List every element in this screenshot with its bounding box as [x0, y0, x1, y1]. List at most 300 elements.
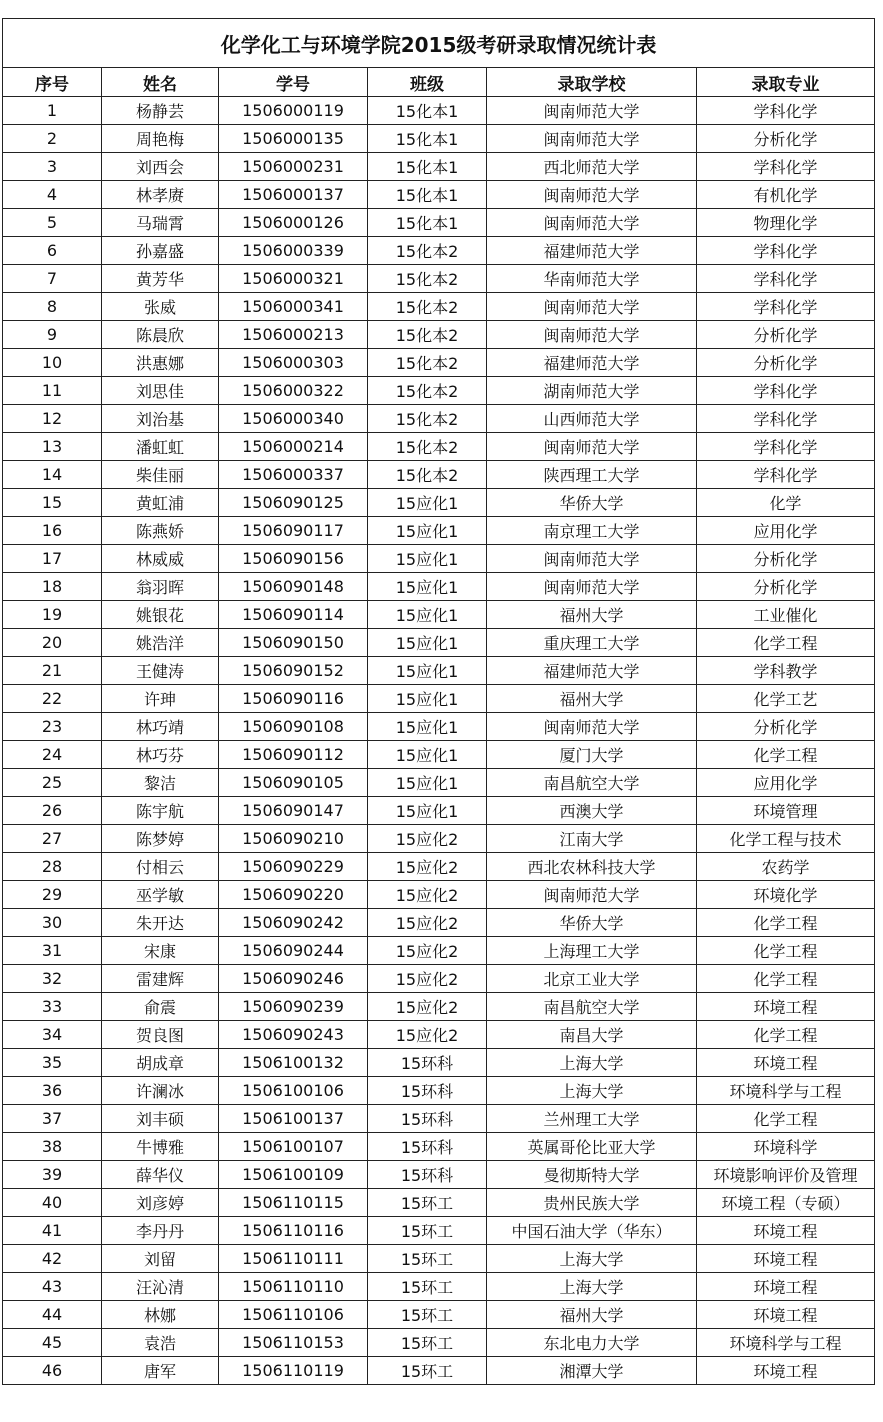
- cell-name: 唐军: [102, 1357, 219, 1385]
- cell-name: 周艳梅: [102, 125, 219, 153]
- cell-index: 1: [3, 97, 102, 125]
- cell-index: 37: [3, 1105, 102, 1133]
- cell-index: 30: [3, 909, 102, 937]
- cell-student-id: 1506090114: [219, 601, 368, 629]
- table-row: [3, 993, 875, 1021]
- table-row: [3, 769, 875, 797]
- cell-student-id: 1506000341: [219, 293, 368, 321]
- cell-school: 南京理工大学: [487, 517, 697, 545]
- cell-student-id: 1506000213: [219, 321, 368, 349]
- admission-table: [2, 18, 875, 1385]
- cell-index: 11: [3, 377, 102, 405]
- table-row: [3, 1133, 875, 1161]
- cell-class: 15应化2: [368, 993, 487, 1021]
- cell-major: 环境工程: [697, 1301, 875, 1329]
- cell-name: 黄虹浦: [102, 489, 219, 517]
- cell-school: 福州大学: [487, 601, 697, 629]
- cell-student-id: 1506090117: [219, 517, 368, 545]
- cell-class: 15应化1: [368, 489, 487, 517]
- cell-index: 9: [3, 321, 102, 349]
- cell-school: 陕西理工大学: [487, 461, 697, 489]
- cell-major: 有机化学: [697, 181, 875, 209]
- cell-school: 华南师范大学: [487, 265, 697, 293]
- cell-index: 25: [3, 769, 102, 797]
- cell-student-id: 1506110111: [219, 1245, 368, 1273]
- cell-index: 26: [3, 797, 102, 825]
- table-row: [3, 685, 875, 713]
- cell-school: 福州大学: [487, 685, 697, 713]
- cell-class: 15化本2: [368, 349, 487, 377]
- cell-name: 陈宇航: [102, 797, 219, 825]
- cell-index: 7: [3, 265, 102, 293]
- header-student-id: 学号: [219, 68, 368, 97]
- cell-index: 12: [3, 405, 102, 433]
- cell-name: 黎洁: [102, 769, 219, 797]
- cell-major: 学科化学: [697, 237, 875, 265]
- cell-major: 学科化学: [697, 433, 875, 461]
- cell-major: 物理化学: [697, 209, 875, 237]
- cell-student-id: 1506110116: [219, 1217, 368, 1245]
- cell-name: 姚银花: [102, 601, 219, 629]
- table-row: [3, 461, 875, 489]
- cell-name: 林巧芬: [102, 741, 219, 769]
- cell-index: 14: [3, 461, 102, 489]
- table-row: [3, 153, 875, 181]
- cell-class: 15应化2: [368, 937, 487, 965]
- cell-name: 黄芳华: [102, 265, 219, 293]
- cell-class: 15化本1: [368, 209, 487, 237]
- cell-school: 贵州民族大学: [487, 1189, 697, 1217]
- title-row: [3, 19, 875, 68]
- header-major: 录取专业: [697, 68, 875, 97]
- cell-major: 环境工程: [697, 993, 875, 1021]
- cell-student-id: 1506090239: [219, 993, 368, 1021]
- table-row: [3, 965, 875, 993]
- table-row: [3, 125, 875, 153]
- cell-major: 化学工程: [697, 965, 875, 993]
- table-row: [3, 433, 875, 461]
- table-row: [3, 1077, 875, 1105]
- cell-index: 41: [3, 1217, 102, 1245]
- table-row: [3, 237, 875, 265]
- cell-school: 南昌航空大学: [487, 993, 697, 1021]
- cell-index: 45: [3, 1329, 102, 1357]
- cell-class: 15环工: [368, 1357, 487, 1385]
- cell-student-id: 1506090210: [219, 825, 368, 853]
- cell-name: 潘虹虹: [102, 433, 219, 461]
- table-row: [3, 349, 875, 377]
- cell-major: 农药学: [697, 853, 875, 881]
- cell-name: 林巧靖: [102, 713, 219, 741]
- cell-class: 15化本1: [368, 97, 487, 125]
- cell-school: 上海大学: [487, 1273, 697, 1301]
- cell-major: 环境工程: [697, 1357, 875, 1385]
- cell-school: 闽南师范大学: [487, 97, 697, 125]
- cell-name: 李丹丹: [102, 1217, 219, 1245]
- table-row: [3, 713, 875, 741]
- cell-class: 15化本2: [368, 237, 487, 265]
- cell-name: 刘西会: [102, 153, 219, 181]
- cell-name: 雷建辉: [102, 965, 219, 993]
- cell-index: 34: [3, 1021, 102, 1049]
- cell-student-id: 1506090220: [219, 881, 368, 909]
- cell-student-id: 1506000231: [219, 153, 368, 181]
- cell-major: 学科化学: [697, 293, 875, 321]
- table-row: [3, 629, 875, 657]
- cell-major: 环境科学: [697, 1133, 875, 1161]
- cell-class: 15应化1: [368, 601, 487, 629]
- cell-student-id: 1506110153: [219, 1329, 368, 1357]
- cell-name: 宋康: [102, 937, 219, 965]
- cell-index: 43: [3, 1273, 102, 1301]
- cell-major: 分析化学: [697, 125, 875, 153]
- table-row: [3, 377, 875, 405]
- cell-school: 西北师范大学: [487, 153, 697, 181]
- cell-school: 闽南师范大学: [487, 713, 697, 741]
- cell-class: 15化本2: [368, 377, 487, 405]
- cell-student-id: 1506090147: [219, 797, 368, 825]
- cell-name: 刘思佳: [102, 377, 219, 405]
- cell-class: 15应化1: [368, 629, 487, 657]
- cell-school: 福建师范大学: [487, 349, 697, 377]
- cell-school: 闽南师范大学: [487, 881, 697, 909]
- cell-name: 林威威: [102, 545, 219, 573]
- cell-school: 北京工业大学: [487, 965, 697, 993]
- table-row: [3, 489, 875, 517]
- cell-major: 化学工程: [697, 741, 875, 769]
- cell-name: 陈晨欣: [102, 321, 219, 349]
- cell-class: 15应化2: [368, 1021, 487, 1049]
- cell-index: 20: [3, 629, 102, 657]
- cell-student-id: 1506000322: [219, 377, 368, 405]
- cell-class: 15化本2: [368, 293, 487, 321]
- cell-index: 29: [3, 881, 102, 909]
- table-row: [3, 1357, 875, 1385]
- cell-school: 闽南师范大学: [487, 293, 697, 321]
- cell-major: 分析化学: [697, 545, 875, 573]
- table-row: [3, 1301, 875, 1329]
- cell-school: 华侨大学: [487, 909, 697, 937]
- table-row: [3, 1245, 875, 1273]
- cell-student-id: 1506090244: [219, 937, 368, 965]
- cell-name: 张威: [102, 293, 219, 321]
- cell-class: 15环工: [368, 1329, 487, 1357]
- cell-class: 15环工: [368, 1301, 487, 1329]
- cell-student-id: 1506000119: [219, 97, 368, 125]
- table-row: [3, 1049, 875, 1077]
- cell-index: 46: [3, 1357, 102, 1385]
- cell-school: 山西师范大学: [487, 405, 697, 433]
- cell-school: 南昌大学: [487, 1021, 697, 1049]
- cell-major: 分析化学: [697, 573, 875, 601]
- cell-class: 15应化1: [368, 657, 487, 685]
- cell-name: 陈燕娇: [102, 517, 219, 545]
- cell-school: 西北农林科技大学: [487, 853, 697, 881]
- cell-class: 15应化2: [368, 909, 487, 937]
- cell-index: 8: [3, 293, 102, 321]
- cell-school: 兰州理工大学: [487, 1105, 697, 1133]
- cell-class: 15化本1: [368, 125, 487, 153]
- cell-class: 15应化1: [368, 741, 487, 769]
- cell-index: 21: [3, 657, 102, 685]
- cell-name: 刘彦婷: [102, 1189, 219, 1217]
- cell-index: 17: [3, 545, 102, 573]
- table-row: [3, 265, 875, 293]
- cell-name: 翁羽晖: [102, 573, 219, 601]
- table-row: [3, 545, 875, 573]
- cell-class: 15应化2: [368, 853, 487, 881]
- table-title: 化学化工与环境学院2015级考研录取情况统计表: [3, 19, 875, 68]
- table-row: [3, 937, 875, 965]
- cell-school: 福建师范大学: [487, 657, 697, 685]
- cell-class: 15应化2: [368, 825, 487, 853]
- table-row: [3, 741, 875, 769]
- cell-name: 许珅: [102, 685, 219, 713]
- cell-major: 化学工程: [697, 629, 875, 657]
- cell-major: 环境科学与工程: [697, 1077, 875, 1105]
- cell-major: 分析化学: [697, 321, 875, 349]
- cell-index: 18: [3, 573, 102, 601]
- cell-student-id: 1506090148: [219, 573, 368, 601]
- cell-class: 15环科: [368, 1049, 487, 1077]
- cell-name: 孙嘉盛: [102, 237, 219, 265]
- cell-school: 闽南师范大学: [487, 321, 697, 349]
- table-row: [3, 1273, 875, 1301]
- cell-student-id: 1506110119: [219, 1357, 368, 1385]
- cell-class: 15应化2: [368, 881, 487, 909]
- cell-index: 10: [3, 349, 102, 377]
- cell-student-id: 1506000321: [219, 265, 368, 293]
- cell-class: 15化本1: [368, 181, 487, 209]
- cell-name: 林娜: [102, 1301, 219, 1329]
- cell-index: 42: [3, 1245, 102, 1273]
- cell-student-id: 1506100132: [219, 1049, 368, 1077]
- cell-major: 环境工程（专硕）: [697, 1189, 875, 1217]
- cell-index: 35: [3, 1049, 102, 1077]
- cell-student-id: 1506000126: [219, 209, 368, 237]
- cell-student-id: 1506110106: [219, 1301, 368, 1329]
- cell-name: 胡成章: [102, 1049, 219, 1077]
- cell-index: 19: [3, 601, 102, 629]
- cell-major: 化学: [697, 489, 875, 517]
- cell-name: 贺良图: [102, 1021, 219, 1049]
- cell-student-id: 1506090242: [219, 909, 368, 937]
- cell-student-id: 1506100107: [219, 1133, 368, 1161]
- cell-student-id: 1506000339: [219, 237, 368, 265]
- cell-major: 学科化学: [697, 153, 875, 181]
- cell-index: 22: [3, 685, 102, 713]
- cell-index: 27: [3, 825, 102, 853]
- cell-student-id: 1506110110: [219, 1273, 368, 1301]
- cell-index: 44: [3, 1301, 102, 1329]
- cell-name: 刘治基: [102, 405, 219, 433]
- cell-class: 15化本2: [368, 433, 487, 461]
- cell-name: 袁浩: [102, 1329, 219, 1357]
- cell-class: 15化本2: [368, 321, 487, 349]
- cell-major: 分析化学: [697, 713, 875, 741]
- cell-school: 华侨大学: [487, 489, 697, 517]
- cell-class: 15应化1: [368, 769, 487, 797]
- cell-student-id: 1506090246: [219, 965, 368, 993]
- cell-class: 15环科: [368, 1105, 487, 1133]
- table-row: [3, 405, 875, 433]
- cell-student-id: 1506000303: [219, 349, 368, 377]
- cell-major: 学科化学: [697, 405, 875, 433]
- cell-index: 2: [3, 125, 102, 153]
- cell-index: 6: [3, 237, 102, 265]
- cell-class: 15环工: [368, 1217, 487, 1245]
- cell-class: 15应化2: [368, 965, 487, 993]
- cell-index: 16: [3, 517, 102, 545]
- cell-major: 学科化学: [697, 377, 875, 405]
- cell-school: 闽南师范大学: [487, 209, 697, 237]
- cell-index: 13: [3, 433, 102, 461]
- cell-school: 闽南师范大学: [487, 181, 697, 209]
- cell-school: 闽南师范大学: [487, 125, 697, 153]
- cell-name: 杨静芸: [102, 97, 219, 125]
- cell-class: 15化本2: [368, 405, 487, 433]
- table-row: [3, 601, 875, 629]
- cell-major: 化学工程: [697, 1105, 875, 1133]
- cell-name: 牛博雅: [102, 1133, 219, 1161]
- cell-student-id: 1506110115: [219, 1189, 368, 1217]
- cell-name: 柴佳丽: [102, 461, 219, 489]
- cell-school: 曼彻斯特大学: [487, 1161, 697, 1189]
- cell-major: 环境影响评价及管理: [697, 1161, 875, 1189]
- cell-major: 工业催化: [697, 601, 875, 629]
- cell-name: 马瑞霄: [102, 209, 219, 237]
- cell-major: 环境管理: [697, 797, 875, 825]
- table-row: [3, 181, 875, 209]
- cell-index: 15: [3, 489, 102, 517]
- cell-name: 王健涛: [102, 657, 219, 685]
- cell-student-id: 1506090243: [219, 1021, 368, 1049]
- cell-name: 付相云: [102, 853, 219, 881]
- cell-school: 闽南师范大学: [487, 433, 697, 461]
- cell-major: 学科化学: [697, 97, 875, 125]
- table-row: [3, 1161, 875, 1189]
- cell-index: 3: [3, 153, 102, 181]
- cell-name: 朱开达: [102, 909, 219, 937]
- cell-index: 33: [3, 993, 102, 1021]
- cell-student-id: 1506090112: [219, 741, 368, 769]
- cell-major: 学科化学: [697, 265, 875, 293]
- cell-major: 环境工程: [697, 1049, 875, 1077]
- table-row: [3, 853, 875, 881]
- cell-student-id: 1506090150: [219, 629, 368, 657]
- cell-index: 28: [3, 853, 102, 881]
- cell-class: 15化本2: [368, 461, 487, 489]
- cell-index: 38: [3, 1133, 102, 1161]
- cell-class: 15环工: [368, 1189, 487, 1217]
- cell-school: 厦门大学: [487, 741, 697, 769]
- cell-class: 15应化1: [368, 545, 487, 573]
- cell-major: 化学工程: [697, 1021, 875, 1049]
- cell-major: 环境化学: [697, 881, 875, 909]
- cell-index: 36: [3, 1077, 102, 1105]
- cell-name: 洪惠娜: [102, 349, 219, 377]
- cell-student-id: 1506000337: [219, 461, 368, 489]
- cell-name: 陈梦婷: [102, 825, 219, 853]
- cell-name: 许澜冰: [102, 1077, 219, 1105]
- cell-name: 薛华仪: [102, 1161, 219, 1189]
- cell-school: 湖南师范大学: [487, 377, 697, 405]
- cell-index: 40: [3, 1189, 102, 1217]
- header-index: 序号: [3, 68, 102, 97]
- cell-school: 西澳大学: [487, 797, 697, 825]
- cell-student-id: 1506000137: [219, 181, 368, 209]
- cell-index: 32: [3, 965, 102, 993]
- cell-class: 15应化1: [368, 797, 487, 825]
- header-row: [3, 68, 875, 97]
- cell-class: 15环科: [368, 1077, 487, 1105]
- cell-school: 闽南师范大学: [487, 573, 697, 601]
- table-row: [3, 1021, 875, 1049]
- cell-class: 15应化1: [368, 713, 487, 741]
- table-row: [3, 881, 875, 909]
- cell-class: 15应化1: [368, 573, 487, 601]
- cell-major: 环境科学与工程: [697, 1329, 875, 1357]
- cell-major: 化学工程: [697, 909, 875, 937]
- cell-school: 福州大学: [487, 1301, 697, 1329]
- cell-major: 化学工程与技术: [697, 825, 875, 853]
- cell-index: 23: [3, 713, 102, 741]
- cell-student-id: 1506000135: [219, 125, 368, 153]
- cell-student-id: 1506090229: [219, 853, 368, 881]
- cell-class: 15环科: [368, 1133, 487, 1161]
- cell-student-id: 1506100109: [219, 1161, 368, 1189]
- cell-school: 上海大学: [487, 1049, 697, 1077]
- cell-name: 巫学敏: [102, 881, 219, 909]
- table-row: [3, 293, 875, 321]
- cell-school: 英属哥伦比亚大学: [487, 1133, 697, 1161]
- cell-index: 5: [3, 209, 102, 237]
- table-row: [3, 321, 875, 349]
- cell-index: 4: [3, 181, 102, 209]
- cell-student-id: 1506090108: [219, 713, 368, 741]
- cell-student-id: 1506090105: [219, 769, 368, 797]
- cell-school: 中国石油大学（华东）: [487, 1217, 697, 1245]
- cell-class: 15化本1: [368, 153, 487, 181]
- cell-name: 刘丰硕: [102, 1105, 219, 1133]
- cell-school: 闽南师范大学: [487, 545, 697, 573]
- cell-index: 24: [3, 741, 102, 769]
- cell-student-id: 1506090156: [219, 545, 368, 573]
- table-row: [3, 517, 875, 545]
- cell-student-id: 1506090125: [219, 489, 368, 517]
- cell-major: 化学工程: [697, 937, 875, 965]
- cell-major: 环境工程: [697, 1245, 875, 1273]
- cell-class: 15化本2: [368, 265, 487, 293]
- cell-major: 应用化学: [697, 517, 875, 545]
- cell-school: 南昌航空大学: [487, 769, 697, 797]
- cell-student-id: 1506100137: [219, 1105, 368, 1133]
- cell-school: 上海大学: [487, 1077, 697, 1105]
- cell-school: 福建师范大学: [487, 237, 697, 265]
- cell-school: 东北电力大学: [487, 1329, 697, 1357]
- cell-major: 学科教学: [697, 657, 875, 685]
- cell-name: 俞震: [102, 993, 219, 1021]
- table-row: [3, 209, 875, 237]
- table-row: [3, 97, 875, 125]
- cell-major: 应用化学: [697, 769, 875, 797]
- header-name: 姓名: [102, 68, 219, 97]
- table-row: [3, 797, 875, 825]
- table-row: [3, 825, 875, 853]
- table-row: [3, 1189, 875, 1217]
- cell-student-id: 1506090152: [219, 657, 368, 685]
- cell-name: 姚浩洋: [102, 629, 219, 657]
